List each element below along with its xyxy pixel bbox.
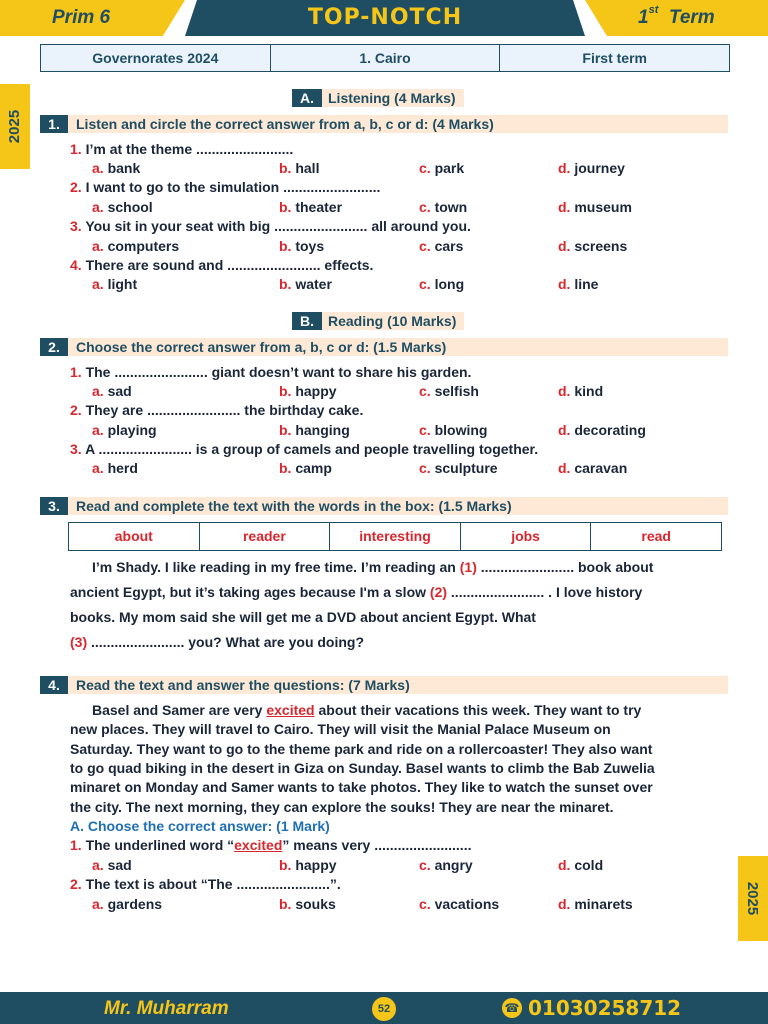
q4-2-option-a[interactable]: a. gardens	[92, 896, 163, 912]
q4-1-option-d[interactable]: d. cold	[558, 857, 604, 873]
q4-passage-line-4: to go quad biking in the desert in Giza on Sunday. Basel wants to climb the Bab Zuwelia	[70, 760, 655, 776]
q1-2-option-c[interactable]: c. town	[419, 199, 468, 215]
q1-1-option-b[interactable]: b. hall	[279, 160, 320, 176]
q2-1-option-d[interactable]: d. kind	[558, 383, 604, 399]
side-year-tab-right: 2025	[738, 856, 768, 941]
q1-1-option-c[interactable]: c. park	[419, 160, 465, 176]
q4-item-2: 2. The text is about “The ........................”.	[70, 876, 341, 892]
exam-info-table	[40, 44, 730, 72]
q2-item-3: 3. A ........................ is a group of camels and people travelling together.	[70, 441, 539, 457]
q4-1-option-c[interactable]: c. angry	[419, 857, 473, 873]
q2-2-option-b[interactable]: b. hanging	[279, 422, 350, 438]
word-box-item: about	[69, 523, 200, 550]
q1-item-3: 3. You sit in your seat with big ........................ all around you.	[70, 218, 471, 234]
q4-subsection-a: A. Choose the correct answer: (1 Mark)	[70, 818, 330, 834]
q2-2-option-a[interactable]: a. playing	[92, 422, 157, 438]
q1-3-option-b[interactable]: b. toys	[279, 238, 325, 254]
q4-passage-line-6: the city. The next morning, they can explore the souks! They are near the minaret.	[70, 799, 614, 815]
q1-2-option-d[interactable]: d. museum	[558, 199, 632, 215]
q1-1-option-a[interactable]: a. bank	[92, 160, 141, 176]
info-source: Governorates 2024	[41, 45, 271, 71]
info-term: First term	[582, 50, 647, 66]
phone-number: 01030258712	[528, 996, 682, 1020]
q4-passage-line-3: Saturday. They want to go to the theme park and ride on a rollercoaster! They also want	[70, 741, 653, 757]
q3-text-line-1: I’m Shady. I like reading in my free time. I’m reading an (1) ........................ book about	[92, 559, 654, 575]
brand-title: TOP-NOTCH	[307, 5, 463, 30]
q2-3-option-a[interactable]: a. herd	[92, 460, 138, 476]
page-number: 52	[372, 997, 396, 1021]
question-4-bar: 4. Read the text and answer the questions: (7 Marks)	[40, 676, 728, 694]
q1-2-option-b[interactable]: b. theater	[279, 199, 343, 215]
q4-1-option-b[interactable]: b. happy	[279, 857, 337, 873]
q1-4-option-d[interactable]: d. line	[558, 276, 599, 292]
word-box-item: jobs	[461, 523, 592, 550]
q4-item-1: 1. The underlined word “excited” means very .........................	[70, 837, 472, 853]
q1-2-option-a[interactable]: a. school	[92, 199, 153, 215]
question-1-bar: 1. Listen and circle the correct answer from a, b, c or d: (4 Marks)	[40, 115, 728, 133]
info-governorate: 1. Cairo	[271, 45, 501, 71]
q2-3-option-c[interactable]: c. sculpture	[419, 460, 498, 476]
q1-3-option-a[interactable]: a. computers	[92, 238, 180, 254]
grade-label: Prim 6	[52, 7, 111, 28]
q2-2-option-d[interactable]: d. decorating	[558, 422, 646, 438]
q3-text-line-4: (3) ........................ you? What are you doing?	[70, 634, 365, 650]
q2-1-option-b[interactable]: b. happy	[279, 383, 337, 399]
question-2-bar: 2. Choose the correct answer from a, b, c or d: (1.5 Marks)	[40, 338, 728, 356]
term-label: 1st Term	[638, 4, 715, 28]
side-year-tab-left: 2025	[0, 84, 30, 169]
q4-2-option-c[interactable]: c. vacations	[419, 896, 500, 912]
q4-1-option-a[interactable]: a. sad	[92, 857, 132, 873]
whatsapp-icon: ☎	[502, 998, 522, 1018]
q1-1-option-d[interactable]: d. journey	[558, 160, 625, 176]
q2-2-option-c[interactable]: c. blowing	[419, 422, 488, 438]
q2-1-option-a[interactable]: a. sad	[92, 383, 132, 399]
question-3-bar: 3. Read and complete the text with the words in the box: (1.5 Marks)	[40, 497, 728, 515]
q4-passage-line-5: minaret on Monday and Samer wants to take photos. They like to watch the sunset over	[70, 779, 653, 795]
q2-3-option-b[interactable]: b. camp	[279, 460, 332, 476]
q2-3-option-d[interactable]: d. caravan	[558, 460, 628, 476]
q3-text-line-3: books. My mom said she will get me a DVD about ancient Egypt. What	[70, 609, 536, 625]
q4-passage-line-1: Basel and Samer are very excited about their vacations this week. They want to try	[92, 702, 642, 718]
q1-item-4: 4. There are sound and ........................ effects.	[70, 257, 374, 273]
q1-item-1: 1. I’m at the theme .........................	[70, 141, 294, 157]
q1-3-option-d[interactable]: d. screens	[558, 238, 628, 254]
q2-item-2: 2. They are ........................ the birthday cake.	[70, 402, 364, 418]
word-box	[68, 522, 722, 551]
page-header	[0, 0, 768, 36]
q1-3-option-c[interactable]: c. cars	[419, 238, 464, 254]
word-box-item: read	[641, 528, 671, 544]
q1-4-option-b[interactable]: b. water	[279, 276, 332, 292]
q4-2-option-d[interactable]: d. minarets	[558, 896, 633, 912]
q1-item-2: 2. I want to go to the simulation .........................	[70, 179, 381, 195]
word-box-item: reader	[200, 523, 331, 550]
q1-4-option-a[interactable]: a. light	[92, 276, 138, 292]
word-box-item: interesting	[330, 523, 461, 550]
teacher-name: Mr. Muharram	[104, 998, 229, 1019]
q1-4-option-c[interactable]: c. long	[419, 276, 465, 292]
q4-passage-line-2: new places. They will travel to Cairo. They will visit the Manial Palace Museum on	[70, 721, 611, 737]
section-a-title: A. Listening (4 Marks)	[292, 89, 464, 107]
q4-2-option-b[interactable]: b. souks	[279, 896, 336, 912]
q2-1-option-c[interactable]: c. selfish	[419, 383, 479, 399]
section-b-title: B. Reading (10 Marks)	[292, 312, 464, 330]
q2-item-1: 1. The ........................ giant doesn’t want to share his garden.	[70, 364, 472, 380]
q3-text-line-2: ancient Egypt, but it’s taking ages because I'm a slow (2) ........................ . I love history	[70, 584, 643, 600]
